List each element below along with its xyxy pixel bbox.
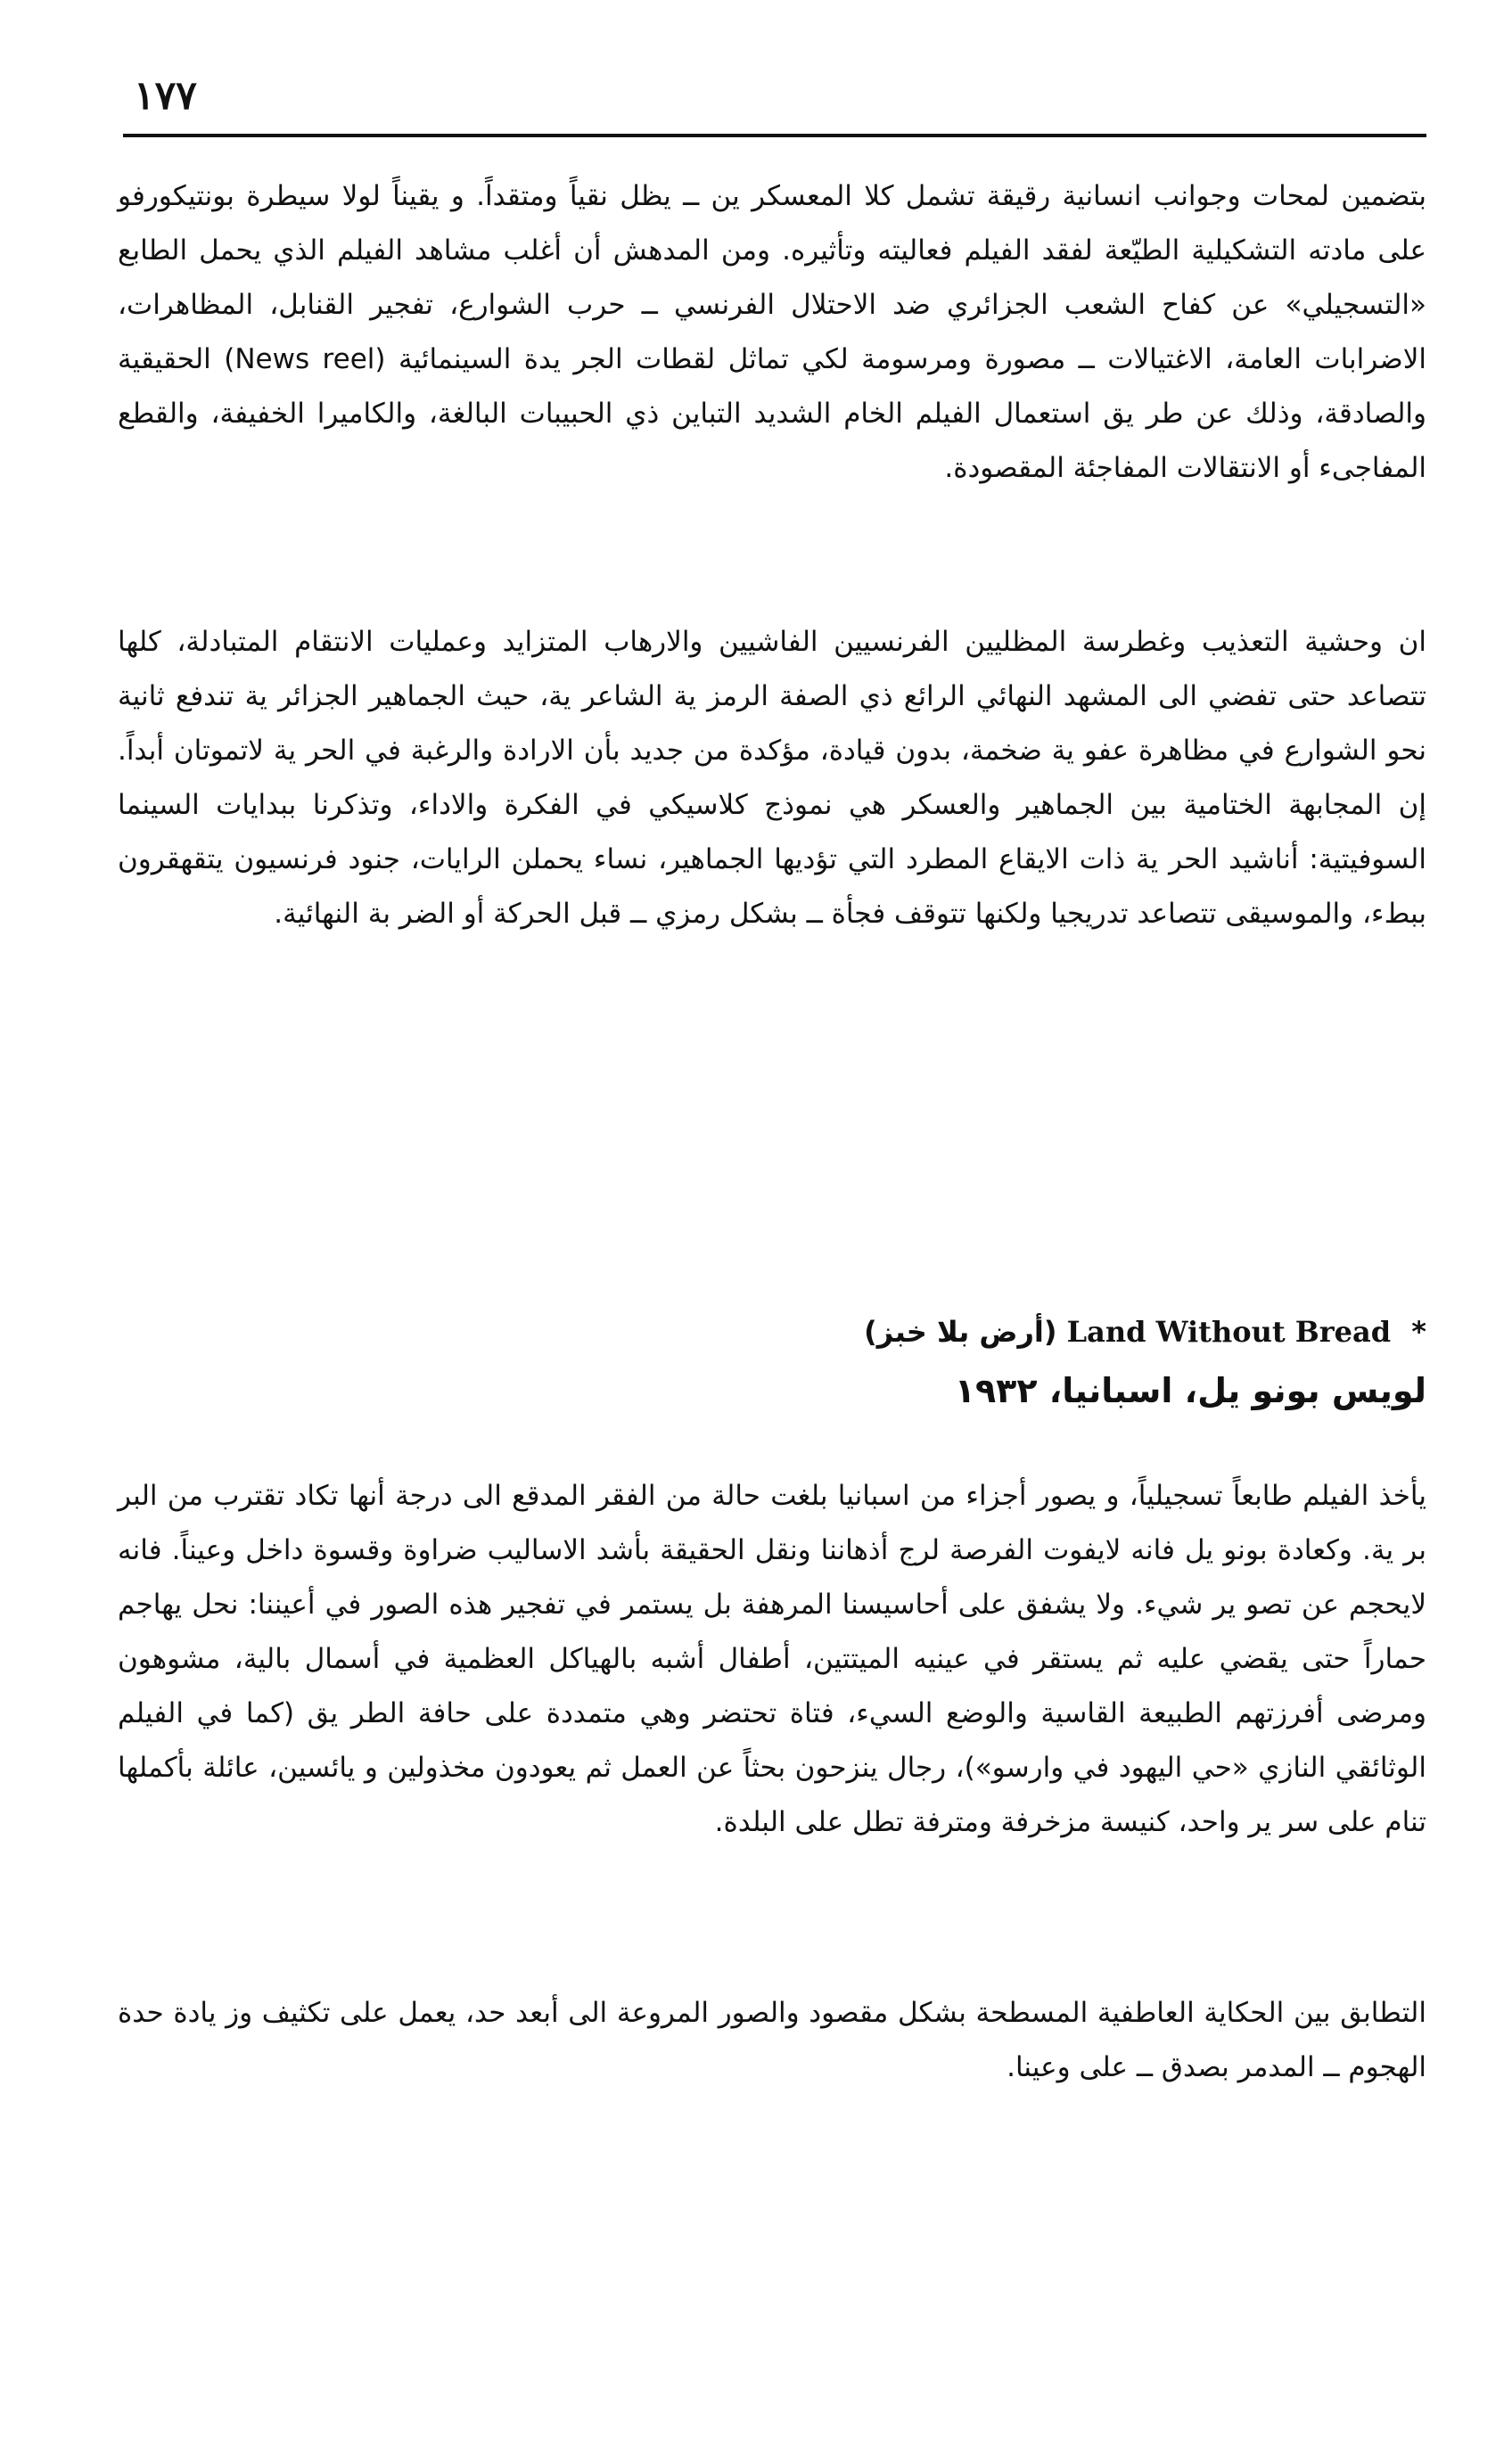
film-title-line (118, 1309, 1426, 1355)
page-number: ١٧٧ (134, 73, 197, 119)
header-rule (123, 134, 1426, 137)
paragraph-text: التطابق بين الحكاية العاطفية المسطحة بشكل مقصود والصور المروعة الى أبعد حد، يعمل على تكثيف وز يادة حدة الهجوم ــ المدمر بصدق ــ على وعينا. (118, 1997, 1426, 2083)
paragraph-text: يأخذ الفيلم طابعاً تسجيلياً، و يصور أجزاء من اسبانيا بلغت حالة من الفقر المدقع الى درجة أنها تكاد تقترب من البر بر ية. وكعادة بونو يل فانه لايفوت الفرصة لرج أذهاننا ونقل الحقيقة بأشد الاساليب ضراوة وقسوة داخل وعيناً. فانه لايحجم عن تصو ير شيء. ولا يشفق على أحاسيسنا المرهفة بل يستمر في تفجير هذه الصور في أعيننا: نحل يهاجم حماراً حتى يقضي عليه ثم يستقر في عينيه الميتتين، أطفال أشبه بالهياكل العظمية في أسمال بالية، مشوهون ومرضى أفرزتهم الطبيعة القاسية والوضع السيء، فتاة تحتضر وهي متمددة على حافة الطر يق (كما في الفيلم الوثائقي النازي «حي اليهود في وارسو»)، رجال ينزحون بحثاً عن العمل ثم يعودون مخذولين و يائسين، عائلة بأكملها تنام على سر ير واحد، كنيسة مزخرفة ومترفة تطل على البلدة. (118, 1480, 1426, 1838)
paragraph-4 (118, 1986, 1426, 2095)
film-english-title: Land Without Bread (1066, 1315, 1392, 1349)
paragraph-3 (118, 1469, 1426, 1850)
film-director-line: لويس بونو يل، اسبانيا، ١٩٣٢ (954, 1371, 1426, 1410)
film-arabic-title: (أرض بلا خبز) (864, 1315, 1057, 1349)
paragraph-text: بتضمين لمحات وجوانب انسانية رقيقة تشمل كلا المعسكر ين ــ يظل نقياً ومتقداً. و يقيناً لولا سيطرة بونتيكورفو على مادته التشكيلية الطيّعة لفقد الفيلم فعاليته وتأثيره. ومن المدهش أن أغلب مشاهد الفيلم الذي يحمل الطابع «التسجيلي» عن كفاح الشعب الجزائري ضد الاحتلال الفرنسي ــ حرب الشوارع، تفجير القنابل، المظاهرات، الاضرابات العامة، الاغتيالات ــ مصورة ومرسومة لكي تماثل لقطات الجر يدة السينمائية (News reel) الحقيقية والصادقة، وذلك عن طر يق استعمال الفيلم الخام الشديد التباين ذي الحبيبات البالغة، والكاميرا الخفيفة، والقطع المفاجىء أو الانتقالات المفاجئة المقصودة. (118, 180, 1426, 484)
star-marker: * (1411, 1315, 1426, 1349)
paragraph-2 (118, 615, 1426, 941)
paragraph-1 (118, 169, 1426, 496)
paragraph-text: ان وحشية التعذيب وغطرسة المظليين الفرنسيين الفاشيين والارهاب المتزايد وعمليات الانتقام المتبادلة، كلها تتصاعد حتى تفضي الى المشهد النهائي الرائع ذي الصفة الرمز ية الشاعر ية، حيث الجماهير الجزائر ية تندفع ثانية نحو الشوارع في مظاهرة عفو ية ضخمة، بدون قيادة، مؤكدة من جديد بأن الارادة والرغبة في الحر ية لاتموتان أبداً. إن المجابهة الختامية بين الجماهير والعسكر هي نموذج كلاسيكي في الفكرة والاداء، وتذكرنا ببدايات السينما السوفيتية: أناشيد الحر ية ذات الايقاع المطرد التي تؤديها الجماهير، نساء يحملن الرايات، جنود فرنسيون يتقهقرون ببطء، والموسيقى تتصاعد تدريجيا ولكنها تتوقف فجأة ــ بشكل رمزي ــ قبل الحركة أو الضر بة النهائية. (118, 626, 1426, 930)
